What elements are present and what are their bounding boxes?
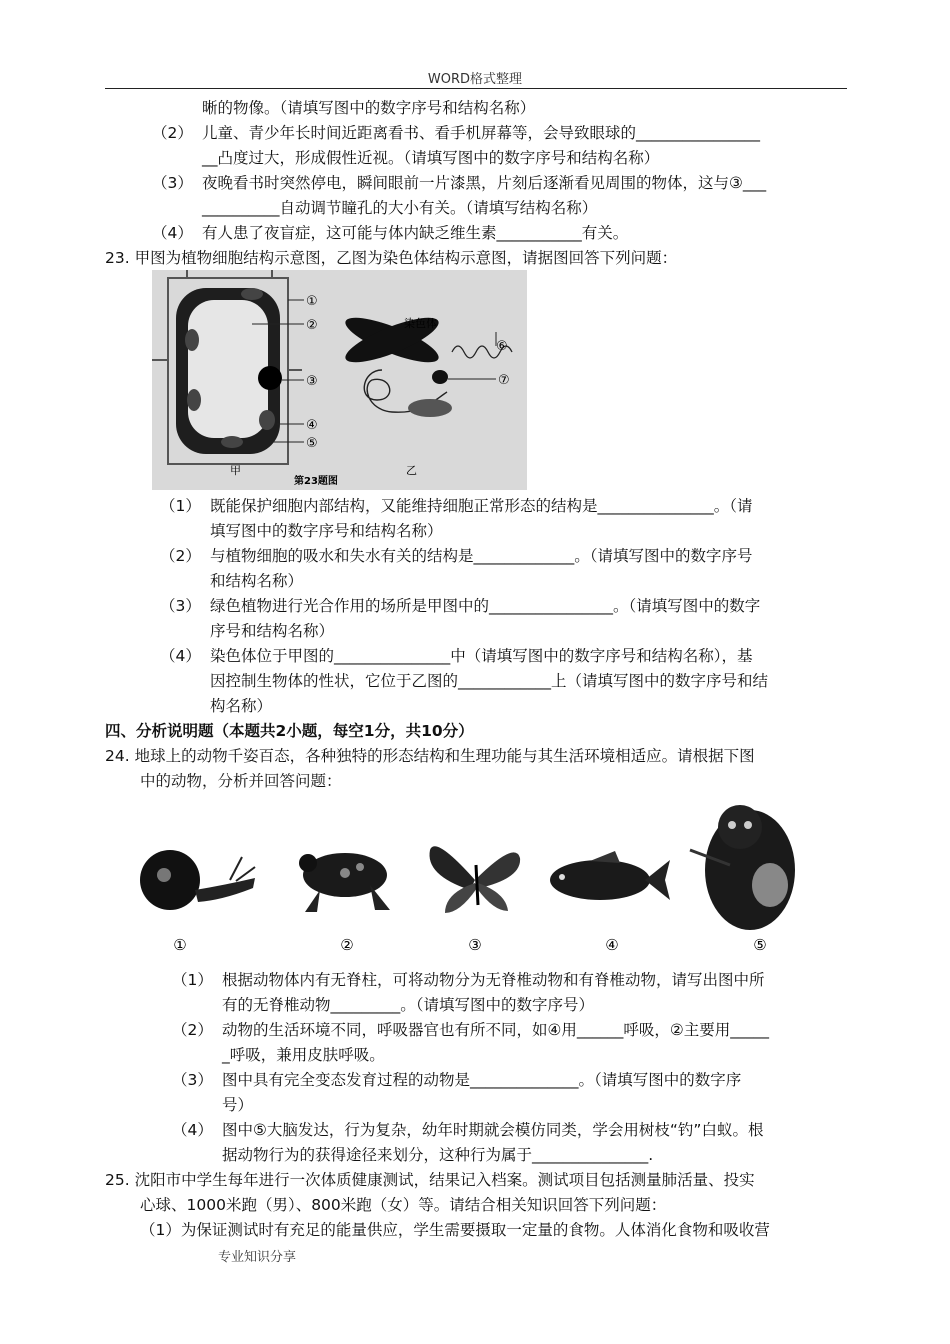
q24-stem-line2: 中的动物，分析并回答问题： — [140, 772, 342, 790]
q24-sub1-number: （1） — [172, 971, 213, 989]
marker-6: ⑥ — [496, 339, 508, 354]
animal-fish — [550, 851, 670, 900]
q23-sub4-line3: 构名称） — [210, 697, 273, 715]
animal-monkey — [690, 805, 795, 930]
q22-sub2-number: （2） — [152, 124, 193, 142]
q23-stem: 23. 甲图为植物细胞结构示意图，乙图为染色体结构示意图，请据图回答下列问题： — [105, 249, 678, 267]
page-footer: 专业知识分享 — [218, 1250, 297, 1265]
q24-sub3-number: （3） — [172, 1071, 213, 1089]
marker-7: ⑦ — [498, 373, 510, 388]
q24-sub4-line1: 图中⑤大脑发达，行为复杂，幼年时期就会模仿同类，学会用树枝“钓”白蚁。根 — [222, 1121, 764, 1139]
q22-sub4-line: 有人患了夜盲症，这可能与体内缺乏维生素___________有关。 — [202, 224, 629, 242]
q23-sub1-number: （1） — [160, 497, 201, 515]
figure-label-jia: 甲 — [230, 464, 241, 477]
q23-sub2-line1: 与植物细胞的吸水和失水有关的结构是_____________。（请填写图中的数字序号 — [210, 547, 753, 565]
marker-3: ③ — [306, 374, 318, 389]
q24-sub1-line1: 根据动物体内有无脊柱，可将动物分为无脊椎动物和有脊椎动物，请写出图中所 — [222, 971, 765, 989]
q25-sub1-line: （1）为保证测试时有充足的能量供应，学生需要摄取一定量的食物。人体消化食物和吸收营 — [140, 1221, 770, 1239]
q25-stem-line2: 心球、1000米跑（男）、800米跑（女）等。请结合相关知识回答下列问题： — [140, 1196, 667, 1214]
q23-sub4-number: （4） — [160, 647, 201, 665]
header-rule — [105, 88, 847, 89]
q24-sub4-line2: 据动物行为的获得途径来划分，这种行为属于_______________. — [222, 1146, 654, 1164]
q23-sub3-number: （3） — [160, 597, 201, 615]
q22-sub3-line1: 夜晚看书时突然停电，瞬间眼前一片漆黑，片刻后逐渐看见周围的物体，这与③___ — [202, 174, 767, 192]
q23-figure-svg — [152, 270, 527, 490]
q24-animals-figure — [130, 795, 830, 960]
animal-label-3: ③ — [468, 936, 482, 954]
marker-4: ④ — [306, 418, 318, 433]
coiled-segment-shape — [408, 399, 452, 417]
q22-sub4-number: （4） — [152, 224, 193, 242]
q23-sub1-line2: 填写图中的数字序号和结构名称） — [210, 522, 443, 540]
marker-1: ① — [306, 294, 318, 309]
q22-sub2-line1: 儿童、青少年长时间近距离看书、看手机屏幕等，会导致眼球的________________ — [202, 124, 761, 142]
q24-animals-svg — [130, 795, 830, 960]
q24-sub2-number: （2） — [172, 1021, 213, 1039]
q24-sub1-line2: 有的无脊椎动物_________。（请填写图中的数字序号） — [222, 996, 595, 1014]
animal-butterfly — [430, 846, 521, 913]
q22-sub3-number: （3） — [152, 174, 193, 192]
q25-stem-line1: 25. 沈阳市中学生每年进行一次体质健康测试，结果记入档案。测试项目包括测量肺活量、投实 — [105, 1171, 755, 1189]
q24-sub2-line1: 动物的生活环境不同，呼吸器官也有所不同，如④用______呼吸，②主要用_____ — [222, 1021, 770, 1039]
animal-label-2: ② — [340, 936, 354, 954]
q23-sub1-line1: 既能保护细胞内部结构，又能维持细胞正常形态的结构是_______________。（请 — [210, 497, 753, 515]
q24-stem-line1: 24. 地球上的动物千姿百态，各种独特的形态结构和生理功能与其生活环境相适应。请根据下图 — [105, 747, 755, 765]
animal-label-5: ⑤ — [753, 936, 767, 954]
animal-frog — [299, 853, 390, 912]
q22-sub2-line2: __凸度过大，形成假性近视。（请填写图中的数字序号和结构名称） — [202, 149, 660, 167]
marker-5: ⑤ — [306, 436, 318, 451]
section-4-heading: 四、分析说明题（本题共2小题，每空1分，共10分） — [105, 722, 474, 740]
q23-sub3-line2: 序号和结构名称） — [210, 622, 335, 640]
page-header: WORD格式整理 — [427, 72, 523, 87]
q23-sub2-line2: 和结构名称） — [210, 572, 304, 590]
animal-label-4: ④ — [605, 936, 619, 954]
q24-sub4-number: （4） — [172, 1121, 213, 1139]
chromosome-label: 染色体 — [404, 317, 437, 330]
q22-continuation: 晰的物像。（请填写图中的数字序号和结构名称） — [202, 99, 536, 117]
figure-label-yi: 乙 — [406, 464, 417, 477]
figure-caption: 第23题图 — [294, 476, 338, 487]
q23-sub4-line1: 染色体位于甲图的_______________中（请填写图中的数字序号和结构名称），基 — [210, 647, 753, 665]
q24-sub3-line2: 号） — [222, 1096, 254, 1114]
nucleus-shape — [258, 366, 282, 390]
q24-sub3-line1: 图中具有完全变态发育过程的动物是______________。（请填写图中的数字序 — [222, 1071, 742, 1089]
marker-2: ② — [306, 318, 318, 333]
q23-figure — [152, 270, 527, 490]
q23-sub3-line1: 绿色植物进行光合作用的场所是甲图中的________________。（请填写图中的数字 — [210, 597, 761, 615]
q22-sub3-line2: __________自动调节瞳孔的大小有关。（请填写结构名称） — [202, 199, 598, 217]
q24-sub2-line2: _呼吸，兼用皮肤呼吸。 — [222, 1046, 385, 1064]
animal-snail — [140, 850, 255, 910]
q23-sub2-number: （2） — [160, 547, 201, 565]
vacuole-shape — [188, 300, 268, 438]
animal-label-1: ① — [173, 936, 187, 954]
q23-sub4-line2: 因控制生物体的性状，它位于乙图的____________上（请填写图中的数字序号和结 — [210, 672, 769, 690]
